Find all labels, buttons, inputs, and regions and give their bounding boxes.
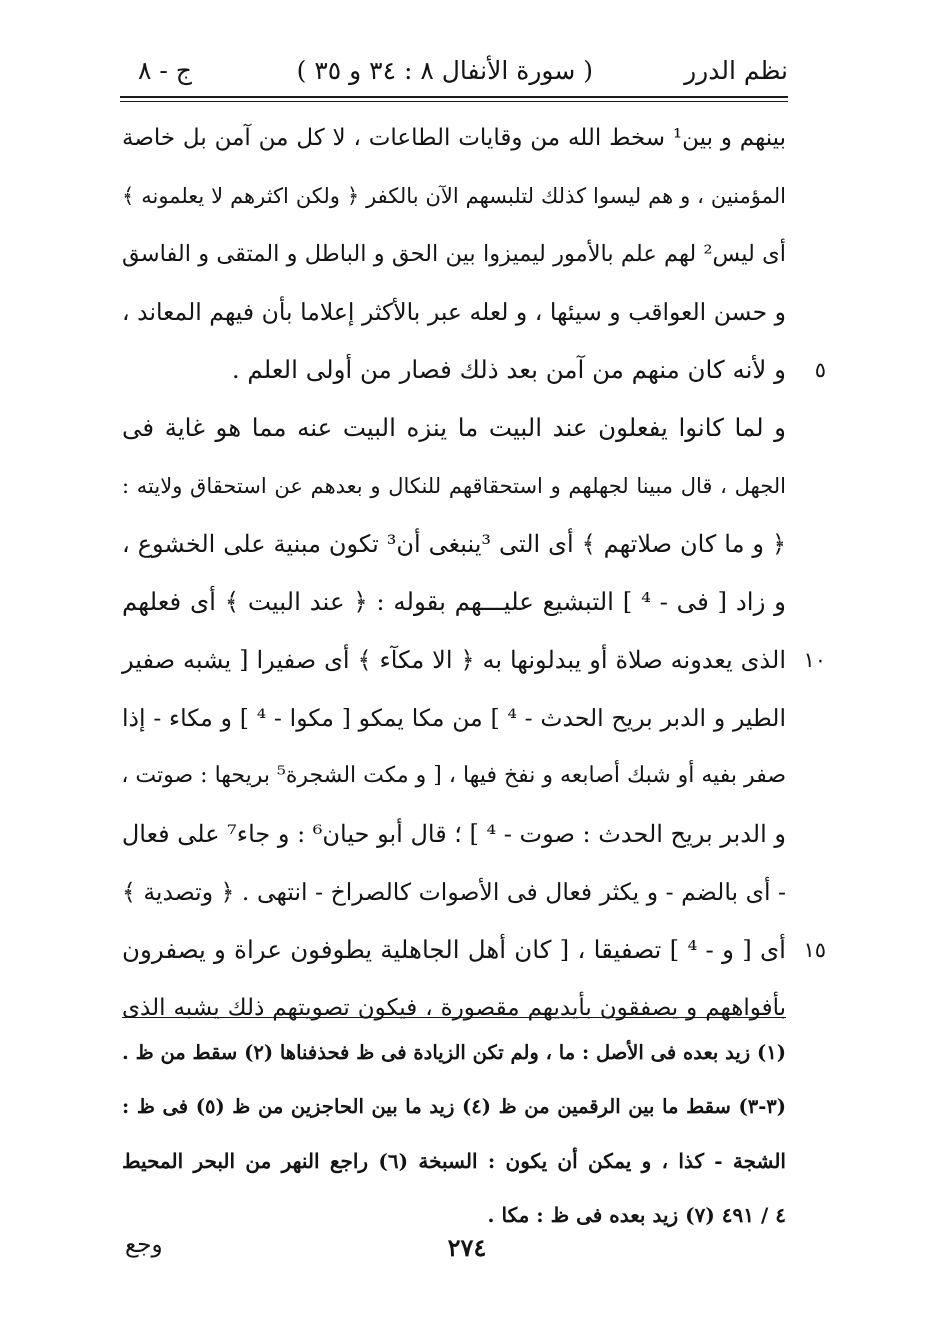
footnote-line: (١) زيد بعده فى الأصل : ما ، ولم تكن الزيادة فى ظ فحذفناها (٢) سقط من ظ . bbox=[122, 1041, 786, 1064]
footnote-divider bbox=[122, 1017, 786, 1018]
text-line: بأفواههم و يصفقون بأيديهم مقصورة ، فيكون تصويتهم ذلك يشبه الذى bbox=[122, 995, 786, 1021]
text-line: صفر بفيه أو شبك أصابعه و نفخ فيها ، [ و مكت الشجرة⁵ بريحها : صوتت ، bbox=[121, 763, 786, 788]
footnote-line: (٣-٣) سقط ما بين الرقمين من ظ (٤) زيد ما بين الحاجزين من ظ (٥) فى ظ : bbox=[122, 1095, 786, 1118]
text-line: و لما كانوا يفعلون عند البيت ما ينزه البيت عنه مما هو غاية فى bbox=[122, 413, 786, 442]
text-line: المؤمنين ، و هم ليسوا كذلك لتلبسهم الآن بالكفر ﴿ ولكن اكثرهم لا يعلمونه ﴾ bbox=[122, 184, 786, 208]
text-line: - أى بالضم - و يكثر فعال فى الأصوات كالصراخ - انتهى . ﴿ وتصدية ﴾ bbox=[122, 878, 786, 906]
sura-reference: ( سورة الأنفال ٨ : ٣٤ و ٣٥ ) bbox=[296, 56, 593, 85]
catchword: وجع bbox=[125, 1232, 163, 1258]
text-line: و حسن العواقب و سيئها ، و لعله عبر بالأكثر إعلاما بأن فيهم المعاند ، bbox=[122, 298, 786, 326]
page-number: ٢٧٤ bbox=[447, 1233, 487, 1262]
text-line: ﴿ و ما كان صلاتهم ﴾ أى التى ³ينبغى أن³ تكون مبنية على الخشوع ، bbox=[122, 530, 787, 558]
header-rule-thick bbox=[120, 96, 788, 98]
line-number: ٥ bbox=[814, 358, 826, 382]
text-line: بينهم و بين¹ سخط الله من وقايات الطاعات ، لا كل من آمن بل خاصة bbox=[122, 125, 786, 151]
line-number: ١٠ bbox=[803, 648, 826, 672]
text-line: و الدبر بريح الحدث : صوت - ⁴ ] ؛ قال أبو حيان⁶ : و جاء⁷ على فعال bbox=[121, 820, 786, 848]
book-title: نظم الدرر bbox=[684, 56, 788, 85]
text-line: أى ليس² لهم علم بالأمور ليميزوا بين الحق و الباطل و المتقى و الفاسق bbox=[122, 241, 786, 267]
text-line: و زاد [ فى - ⁴ ] التبشيع عليـــهم بقوله : ﴿ عند البيت ﴾ أى فعلهم bbox=[122, 587, 786, 616]
text-line: الطير و الدبر بريح الحدث - ⁴ ] من مكا يمكو [ مكوا - ⁴ ] و مكاء - إذا bbox=[122, 704, 786, 732]
text-line: الذى يعدونه صلاة أو يبدلونها به ﴿ الا مكآء ﴾ أى صفيرا [ يشبه صفير bbox=[122, 646, 786, 674]
line-number: ١٥ bbox=[803, 938, 826, 962]
footnote-line: الشجة - كذا ، و يمكن أن يكون : السبخة (٦) راجع النهر من البحر المحيط bbox=[122, 1149, 786, 1173]
header-rule-thin bbox=[120, 101, 788, 102]
running-header bbox=[120, 50, 788, 96]
volume-label: ج - ٨ bbox=[138, 56, 192, 85]
text-line: الجهل ، قال مبينا لجهلهم و استحقاقهم للنكال و بعدهم عن استحقاق ولايته : bbox=[122, 474, 786, 498]
text-line: أى [ و - ⁴ ] تصفيقا ، [ كان أهل الجاهلية يطوفون عراة و يصفرون bbox=[122, 935, 786, 964]
footnote-line: ٤ / ٤٩١ (٧) زيد بعده فى ظ : مكا . bbox=[487, 1203, 786, 1227]
text-line: و لأنه كان منهم من آمن بعد ذلك فصار من أولى العلم . bbox=[231, 355, 786, 384]
